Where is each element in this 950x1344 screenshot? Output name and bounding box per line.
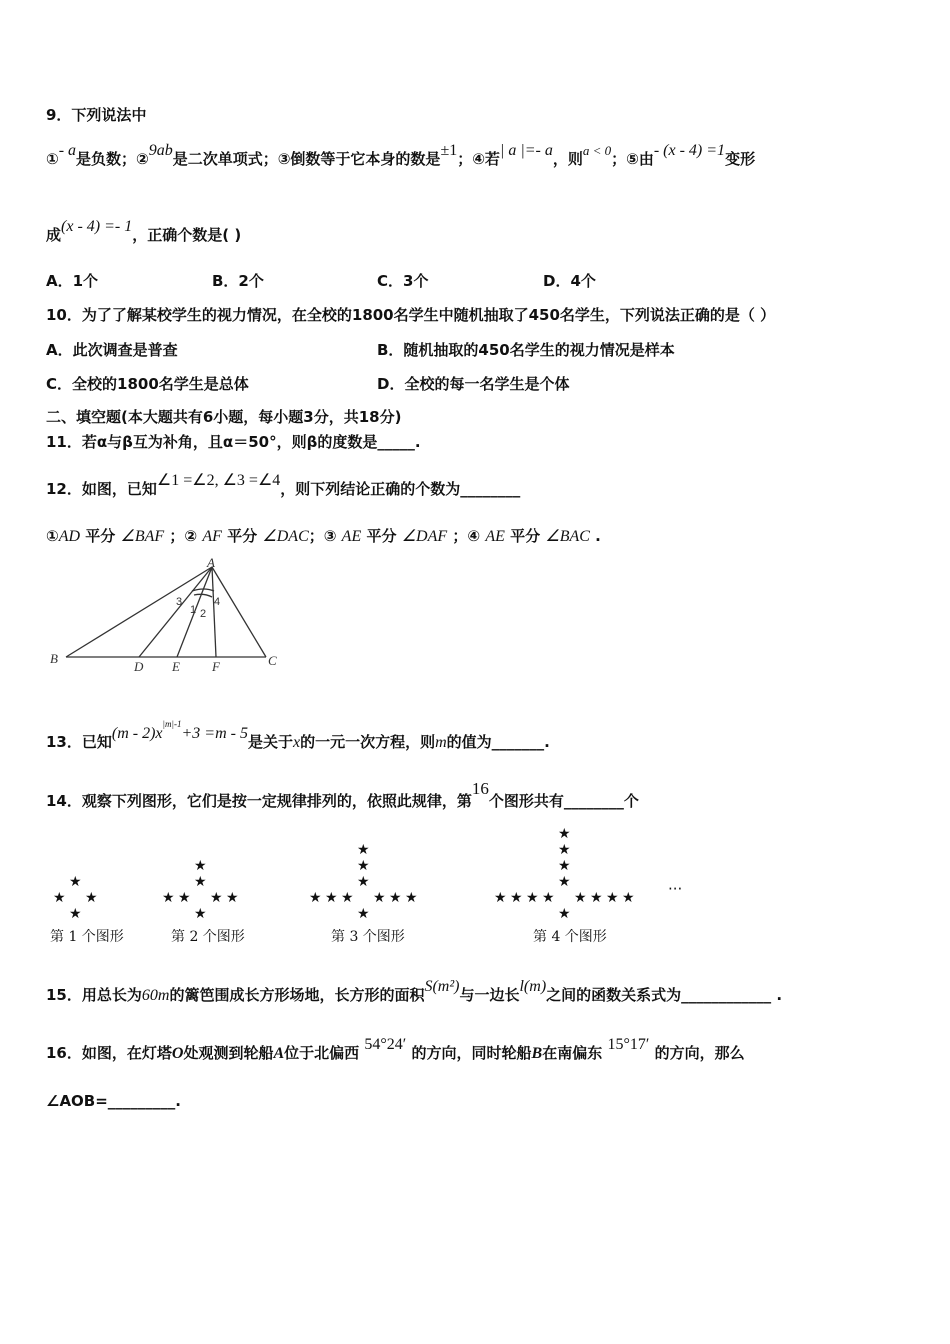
star-icon: ★ <box>494 890 507 906</box>
segment-af <box>212 567 216 657</box>
segment-ac <box>212 567 266 657</box>
star-icon: ★ <box>357 874 370 890</box>
star-icon: ★ <box>542 890 555 906</box>
math: | a |=- a <box>499 142 553 159</box>
star-icon: ★ <box>389 890 402 906</box>
q12-choices: ①AD 平分 ∠BAF ；② AF 平分 ∠DAC；③ AE 平分 ∠DAF ；④ AE 平分 ∠BAC . <box>46 527 601 545</box>
q10-option-b: B．随机抽取的450名学生的视力情况是样本 <box>377 341 675 359</box>
star-icon: ★ <box>194 858 207 874</box>
star-icon: ★ <box>357 906 370 922</box>
caption-3: 第 3 个图形 <box>331 929 405 945</box>
caption-4: 第 4 个图形 <box>533 929 607 945</box>
math: 9ab <box>148 142 173 159</box>
ellipsis: ··· <box>668 880 683 898</box>
q9-option-a: A．1个 <box>46 272 99 290</box>
label-f: F <box>212 659 220 674</box>
math: S(m²) <box>424 978 460 995</box>
q15: 15．用总长为60m的篱笆围成长方形场地，长方形的面积S(m²)与一边长l(m)之间的函数关系式为____________ . <box>46 978 783 1004</box>
star-icon: ★ <box>210 890 223 906</box>
math: - a <box>58 142 77 159</box>
star-icon: ★ <box>309 890 322 906</box>
math: (x - 4) =- 1 <box>61 218 133 235</box>
q9-option-d: D．4个 <box>543 272 596 290</box>
q11: 11．若α与β互为补角，且α＝50°，则β的度数是_____. <box>46 433 421 451</box>
label-angle-2: 2 <box>200 608 207 620</box>
star-icon: ★ <box>341 890 354 906</box>
math: +3 =m - 5 <box>181 725 248 742</box>
star-icon: ★ <box>194 874 207 890</box>
star-icon: ★ <box>194 906 207 922</box>
star-icon: ★ <box>606 890 619 906</box>
star-icon: ★ <box>558 826 571 842</box>
star-icon: ★ <box>373 890 386 906</box>
label-angle-4: 4 <box>214 596 221 608</box>
star-icon: ★ <box>357 858 370 874</box>
star-icon: ★ <box>69 906 82 922</box>
star-icon: ★ <box>325 890 338 906</box>
label-angle-3: 3 <box>176 596 183 608</box>
math: l(m) <box>519 978 547 995</box>
q13: 13．已知$(m - 2)x^{|m|-1}+3 =m - 5$是关于x的一元一次方程，则m的值为_______. <box>46 719 550 751</box>
star-icon: ★ <box>226 890 239 906</box>
q9-line2: 成(x - 4) =- 1，正确个数是( ) <box>46 218 242 244</box>
star-icon: ★ <box>558 874 571 890</box>
math: (m - 2)x <box>111 725 163 742</box>
math: ∠1 =∠2, ∠3 =∠4 <box>156 472 281 489</box>
star-icon: ★ <box>558 858 571 874</box>
star-icon: ★ <box>178 890 191 906</box>
star-icon: ★ <box>357 842 370 858</box>
caption-1: 第 1 个图形 <box>50 929 124 945</box>
triangle-figure <box>44 555 294 680</box>
star-icon: ★ <box>162 890 175 906</box>
star-icon: ★ <box>574 890 587 906</box>
q10-option-a: A．此次调查是普查 <box>46 341 178 359</box>
star-icon: ★ <box>53 890 66 906</box>
math: - (x - 4) =1 <box>653 142 726 159</box>
q10-option-c: C．全校的1800名学生是总体 <box>46 375 249 393</box>
q16: 16．如图，在灯塔O处观测到轮船A位于北偏西 54°24′ 的方向，同时轮船B在南偏东 15°17′ 的方向，那么 <box>46 1036 745 1062</box>
q16-answer: ∠AOB=_________. <box>46 1092 182 1110</box>
star-icon: ★ <box>69 874 82 890</box>
label-c: C <box>268 653 277 668</box>
q12-stem: 12．如图，已知∠1 =∠2, ∠3 =∠4，则下列结论正确的个数为________ <box>46 472 521 498</box>
star-icon: ★ <box>85 890 98 906</box>
q14-stem: 14．观察下列图形，它们是按一定规律排列的，依照此规律，第16个图形共有________个 <box>46 779 639 810</box>
star-icon: ★ <box>526 890 539 906</box>
section-heading: 二、填空题(本大题共有6小题，每小题3分，共18分) <box>46 408 402 426</box>
star-icon: ★ <box>590 890 603 906</box>
star-icon: ★ <box>510 890 523 906</box>
caption-2: 第 2 个图形 <box>171 929 245 945</box>
star-icon: ★ <box>622 890 635 906</box>
label-e: E <box>172 659 180 674</box>
q9-title: 9．下列说法中 <box>46 106 147 124</box>
label-a: A <box>207 555 215 570</box>
math: ±1 <box>440 142 458 159</box>
q10-title: 10．为了了解某校学生的视力情况，在全校的1800名学生中随机抽取了450名学生，下列说法正确的是（ ） <box>46 306 776 324</box>
q10-option-d: D．全校的每一名学生是个体 <box>377 375 570 393</box>
label-angle-1: 1 <box>190 604 197 616</box>
q9-option-c: C．3个 <box>377 272 429 290</box>
q9-statements: ①- a是负数；②9ab是二次单项式；③倒数等于它本身的数是±1；④若| a |=- a，则a < 0；⑤由- (x - 4) =1变形 <box>46 142 756 168</box>
star-icon: ★ <box>558 906 571 922</box>
math: a < 0 <box>582 143 612 158</box>
star-icon: ★ <box>558 842 571 858</box>
label-b: B <box>50 651 58 666</box>
label-d: D <box>134 659 144 674</box>
star-icon: ★ <box>405 890 418 906</box>
angle-arc <box>194 594 212 597</box>
q9-option-b: B．2个 <box>212 272 264 290</box>
